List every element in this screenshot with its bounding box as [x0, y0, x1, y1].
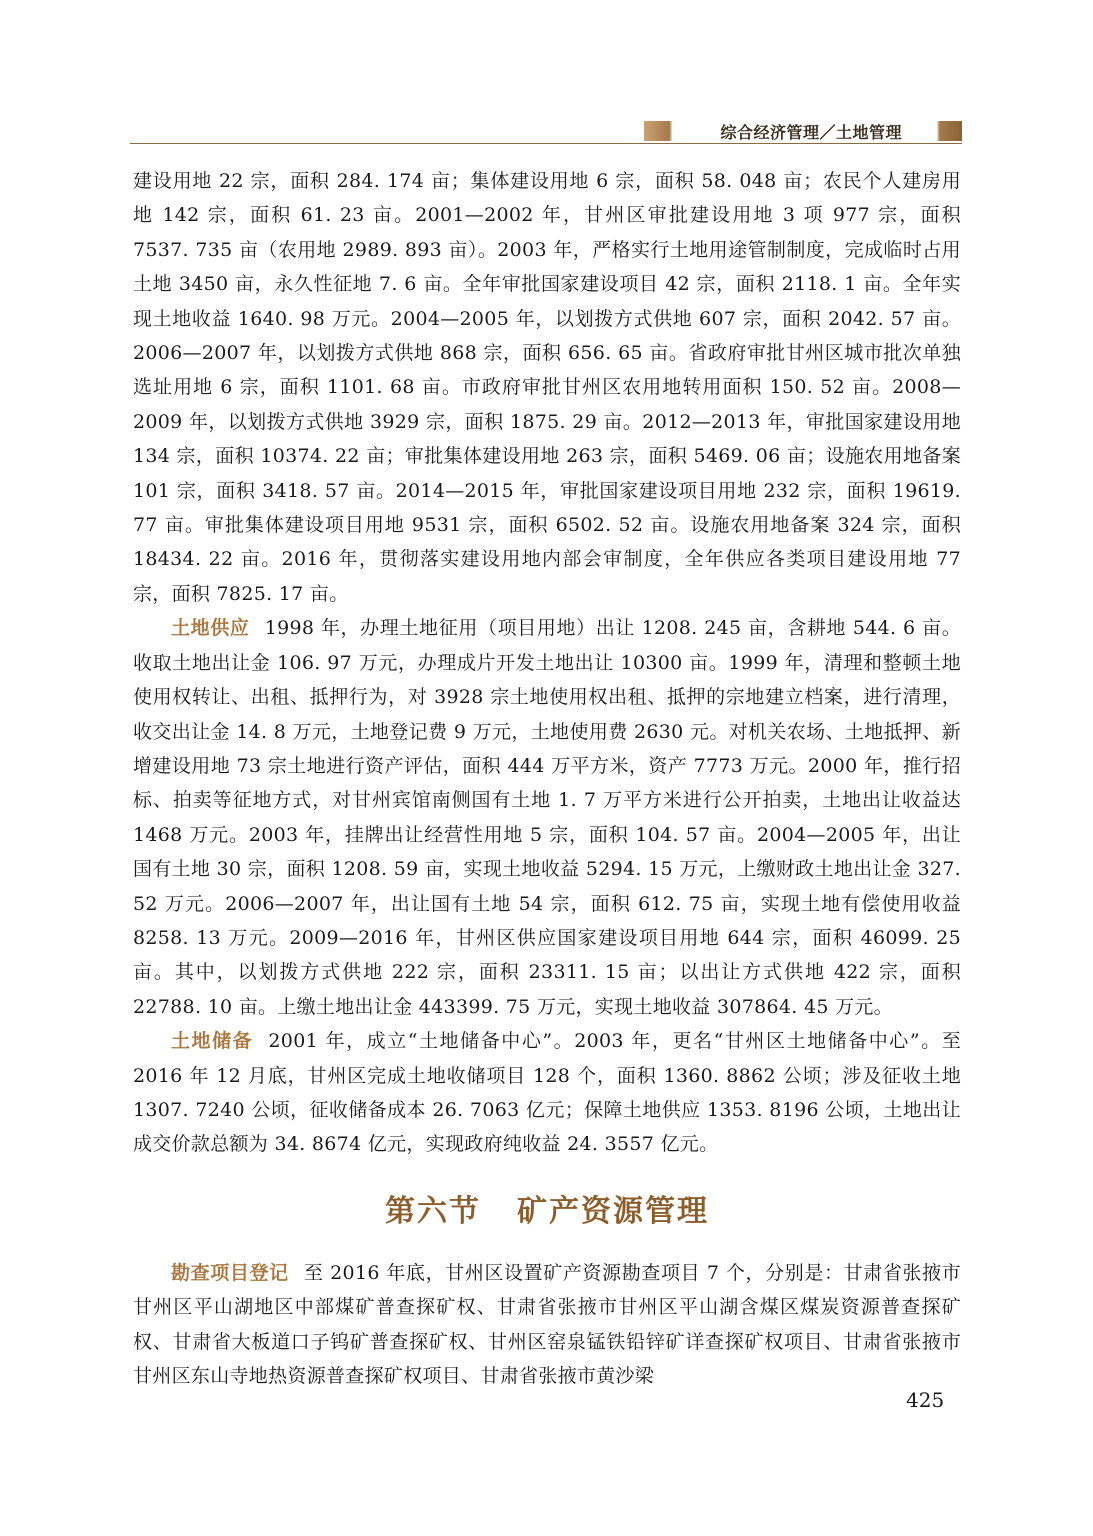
running-header [130, 118, 962, 144]
paragraph-land-supply-text: 1998 年，办理土地征用（项目用地）出让 1208. 245 亩，含耕地 544. 6 亩。收取土地出让金 106. 97 万元，办理成片开发土地出让 10300 亩。1999 年，清理和整顿土地使用权转让、出租、抵押行为，对 3928 宗土地使用权出租、抵押的宗地建立档案，进行清理，收交出让金 14. 8 万元，土地登记费 9 万元，土地使用费 2630 元。对机关农场、土地抵押、新增建设用地 73 宗土地进行资产评估，面积 444 万平方米，资产 7773 万元。2000 年，推行招标、拍卖等征地方式，对甘州宾馆南侧国有土地 1. 7 万平方米进行公开拍卖，土地出让收益达 1468 万元。2003 年，挂牌出让经营性用地 5 宗，面积 104. 57 亩。2004—2005 年，出让国有土地 30 宗，面积 1208. 59 亩，实现土地收益 5294. 15 万元，上缴财政土地出让金 327. 52 万元。2006—2007 年，出让国有土地 54 宗，面积 612. 75 亩，实现土地有偿使用收益 8258. 13 万元。2009—2016 年，甘州区供应国家建设项目用地 644 宗，面积 46099. 25 亩。其中，以划拨方式供地 222 宗，面积 23311. 15 亩；以出让方式供地 422 宗，面积 22788. 10 亩。上缴土地出让金 443399. 75 万元，实现土地收益 307864. 45 万元。 [133, 617, 961, 1018]
page-body [133, 164, 961, 1393]
paragraph-land-supply [133, 611, 961, 1024]
keyword-land-reserve: 土地储备 [171, 1030, 254, 1053]
paragraph-exploration-registration-text: 至 2016 年底，甘州区设置矿产资源勘查项目 7 个，分别是：甘肃省张掖市甘州区平山湖地区中部煤矿普查探矿权、甘肃省张掖市甘州区平山湖含煤区煤炭资源普查探矿权、甘肃省大板道口子钨矿普查探矿权、甘州区窑泉锰铁铅锌矿详查探矿权项目、甘肃省张掖市甘州区东山寺地热资源普查探矿权项目、甘肃省张掖市黄沙梁 [133, 1261, 961, 1387]
header-rule [130, 143, 962, 144]
section-number: 第六节 [385, 1193, 481, 1229]
header-title: 综合经济管理／土地管理 [720, 123, 902, 142]
page-number: 425 [906, 1388, 945, 1412]
section-heading [133, 1186, 961, 1230]
paragraph-land-reserve-text: 2001 年，成立“土地储备中心”。2003 年，更名“甘州区土地储备中心”。至 2016 年 12 月底，甘州区完成土地收储项目 128 个，面积 1360. 8862 公顷；涉及征收土地 1307. 7240 公顷，征收储备成本 26. 7063 亿元；保障土地供应 1353. 8196 公顷，土地出让成交价款总额为 34. 8674 亿元，实现政府纯收益 24. 3557 亿元。 [133, 1030, 961, 1156]
keyword-land-supply: 土地供应 [171, 617, 250, 640]
paragraph-land-use-approval: 建设用地 22 宗，面积 284. 174 亩；集体建设用地 6 宗，面积 58. 048 亩；农民个人建房用地 142 宗，面积 61. 23 亩。2001—2002 年，甘州区审批建设用地 3 项 977 宗，面积 7537. 735 亩（农用地 2989. 893 亩）。2003 年，严格实行土地用途管制制度，完成临时占用土地 3450 亩，永久性征地 7. 6 亩。全年审批国家建设项目 42 宗，面积 2118. 1 亩。全年实现土地收益 1640. 98 万元。2004—2005 年，以划拨方式供地 607 宗，面积 2042. 57 亩。2006—2007 年，以划拨方式供地 868 宗，面积 656. 65 亩。省政府审批甘州区城市批次单独选址用地 6 宗，面积 1101. 68 亩。市政府审批甘州区农用地转用面积 150. 52 亩。2008—2009 年，以划拨方式供地 3929 宗，面积 1875. 29 亩。2012—2013 年，审批国家建设用地 134 宗，面积 10374. 22 亩；审批集体建设用地 263 宗，面积 5469. 06 亩；设施农用地备案 101 宗，面积 3418. 57 亩。2014—2015 年，审批国家建设项目用地 232 宗，面积 19619. 77 亩。审批集体建设项目用地 9531 宗，面积 6502. 52 亩。设施农用地备案 324 宗，面积 18434. 22 亩。2016 年，贯彻落实建设用地内部会审制度，全年供应各类项目建设用地 77 宗，面积 7825. 17 亩。 [133, 170, 961, 605]
paragraph-exploration-registration [133, 1256, 961, 1394]
section-title: 矿产资源管理 [517, 1193, 709, 1229]
paragraph-land-reserve [133, 1024, 961, 1162]
keyword-exploration-registration: 勘查项目登记 [171, 1261, 289, 1284]
